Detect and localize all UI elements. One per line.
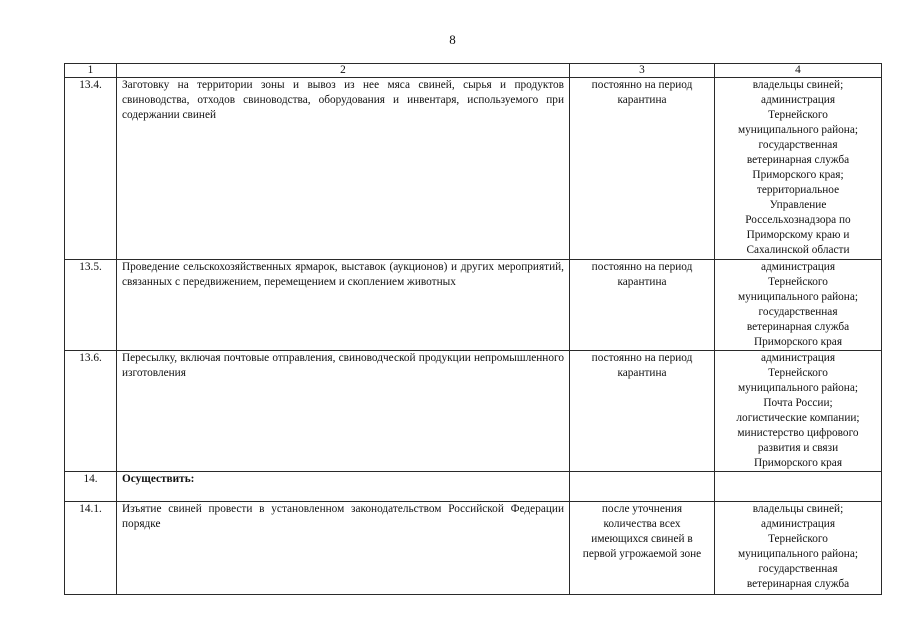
page-number: 8 (449, 32, 456, 47)
section-heading: Осуществить: (117, 472, 570, 502)
responsible-line: владельцы свиней; (752, 79, 844, 91)
responsible-line: ветеринарная служба (746, 578, 850, 590)
column-header-2: 2 (117, 64, 570, 78)
responsible-line: Сахалинской области (746, 244, 850, 256)
table-header-row (65, 64, 882, 78)
measure-term: постоянно на период карантина (570, 351, 715, 472)
measures-table (64, 63, 882, 595)
responsible-line: Приморского края (753, 336, 843, 348)
measure-text: Проведение сельскохозяйственных ярмарок, выставок (аукционов) и других мероприятий, связанных с передвижением, перемещением и скоплением животных (117, 260, 570, 351)
table-row-13-4 (65, 78, 882, 260)
row-number: 13.4. (65, 78, 117, 260)
measure-text: Пересылку, включая почтовые отправления, свиноводческой продукции непромышленного изготовления (117, 351, 570, 472)
responsible-cell (715, 260, 882, 351)
responsible-line: логистические компании; (736, 412, 860, 424)
responsible-line: муниципального района; (737, 548, 858, 560)
responsible-line: государственная (758, 139, 838, 151)
row-number: 14. (65, 472, 117, 502)
responsible-line: территориальное (756, 184, 840, 196)
responsible-line: Россельхознадзора по (745, 214, 851, 226)
responsible-line: администрация (760, 261, 836, 273)
row-number: 13.6. (65, 351, 117, 472)
measure-term (570, 472, 715, 502)
measure-term: после уточнения количества всех имеющихся свиней в первой угрожаемой зоне (570, 502, 715, 595)
responsible-cell (715, 78, 882, 260)
responsible-cell (715, 351, 882, 472)
responsible-line: владельцы свиней; (752, 503, 844, 515)
column-header-1: 1 (65, 64, 117, 78)
responsible-line: Приморского края; (752, 169, 844, 181)
responsible-line: муниципального района; (737, 291, 858, 303)
responsible-line: государственная (758, 306, 838, 318)
responsible-line: администрация (760, 518, 836, 530)
responsible-line: Приморского края (753, 457, 843, 469)
measure-term: постоянно на период карантина (570, 260, 715, 351)
table-row-14 (65, 472, 882, 502)
table-row-13-6 (65, 351, 882, 472)
responsible-cell (715, 502, 882, 595)
responsible-line: государственная (758, 563, 838, 575)
responsible-line: муниципального района; (737, 382, 858, 394)
responsible-line: ветеринарная служба (746, 154, 850, 166)
column-header-4: 4 (715, 64, 882, 78)
responsible-line: развития и связи (757, 442, 839, 454)
measure-term: постоянно на период карантина (570, 78, 715, 260)
row-number: 13.5. (65, 260, 117, 351)
responsible-line: Приморскому краю и (746, 229, 850, 241)
responsible-line: Почта России; (763, 397, 833, 409)
measure-text: Заготовку на территории зоны и вывоз из нее мяса свиней, сырья и продуктов свиноводства, отходов свиноводства, оборудования и инвентаря, используемого при содержании свиней (117, 78, 570, 260)
measure-text: Изъятие свиней провести в установленном законодательством Российской Федерации порядке (117, 502, 570, 595)
responsible-line: Тернейского (768, 367, 828, 379)
responsible-line: министерство цифрового (737, 427, 859, 439)
responsible-line: Тернейского (768, 533, 828, 545)
responsible-line: Тернейского (768, 276, 828, 288)
table-row-14-1 (65, 502, 882, 595)
responsible-line: муниципального района; (737, 124, 858, 136)
responsible-line: ветеринарная служба (746, 321, 850, 333)
table-row-13-5 (65, 260, 882, 351)
row-number: 14.1. (65, 502, 117, 595)
responsible-line: администрация (760, 94, 836, 106)
responsible-line: администрация (760, 352, 836, 364)
column-header-3: 3 (570, 64, 715, 78)
responsible-line: Управление (769, 199, 827, 211)
responsible-line: Тернейского (768, 109, 828, 121)
responsible-cell (715, 472, 882, 502)
